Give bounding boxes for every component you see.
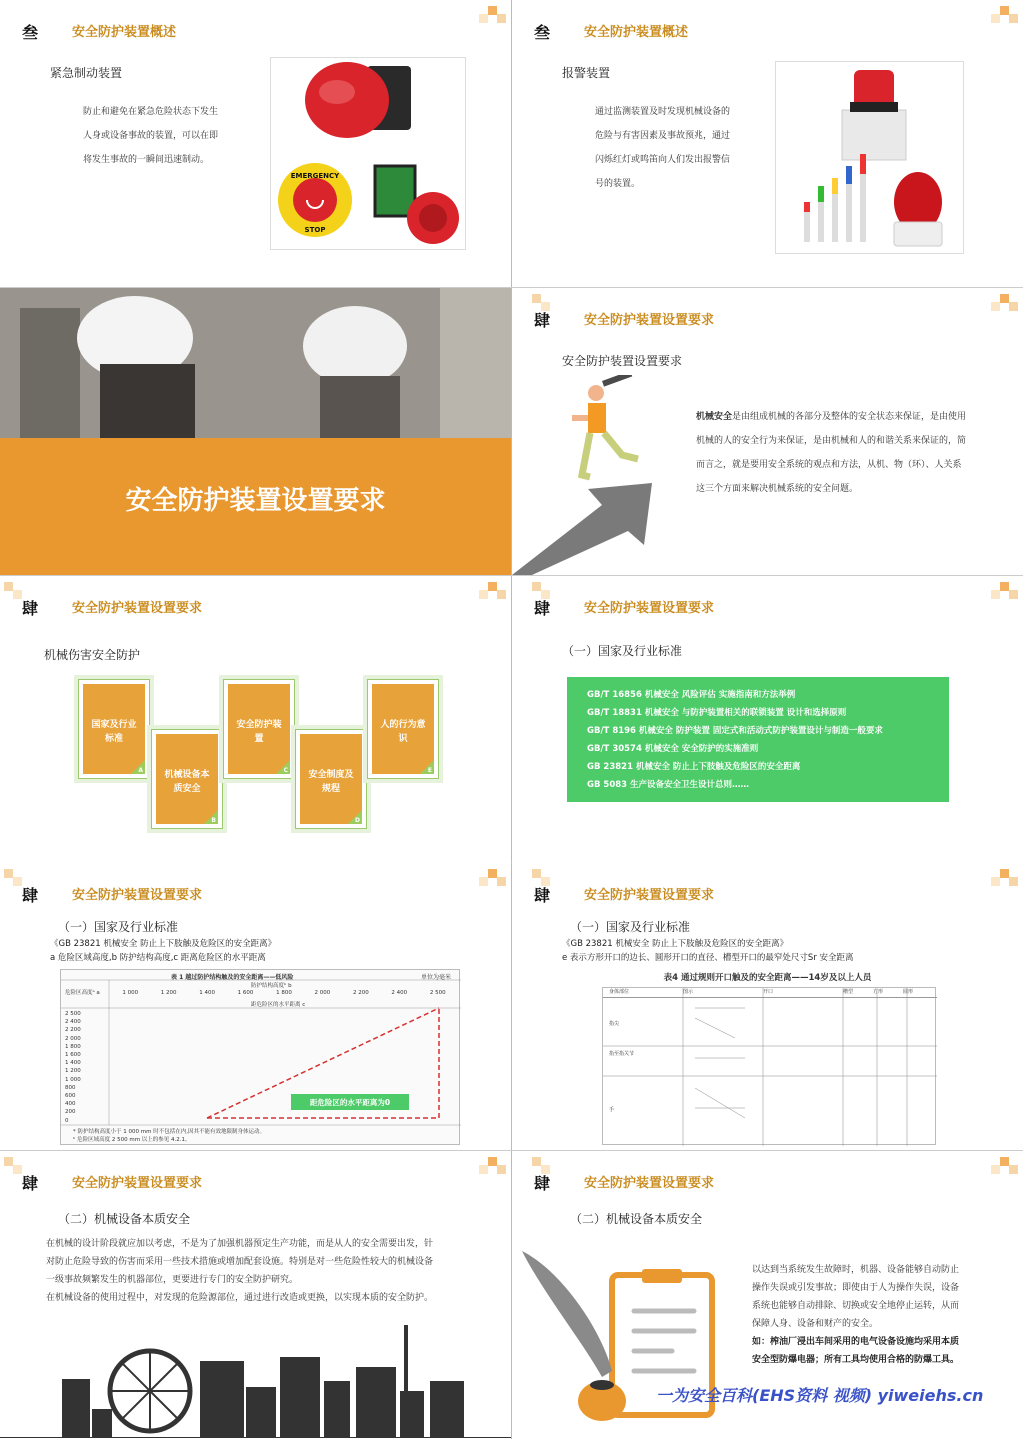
distance-table-scan: 表 1 越过防护结构触及的安全距离——低风险 单位为毫米 危险区高度ᵃ a 防护结构高度ᵇ b 距危险区的水平距离 c 1 000 1 200 1 400 1 600 1 800 2 000 2 200 2 400 2 500 2 500 2 400 2 200 2 000 1 800 1 600 1 400 1 200 1 000 800 600 400 200 0 距危险区的水平距离为0 * 防护结构高度小于 1 000 mm 时不包括在内,因其不能有效地限制身体运动。 ᵇ 危险区域高度 2 500 mm 以上的参见 4.2.1。 xyxy=(60,969,460,1145)
slide-intrinsic-safety-example[interactable] xyxy=(512,1151,1023,1438)
table-col-header: 1 400 xyxy=(199,990,215,996)
section-number: 肆 xyxy=(22,886,39,905)
table-row-header: 1 800 xyxy=(65,1043,81,1050)
slide-subtitle: 机械伤害安全防护 xyxy=(44,648,141,662)
table-col-header: 2 500 xyxy=(429,990,446,996)
table-row-header: 200 xyxy=(65,1109,76,1116)
standard-item: GB 5083 生产设备安全卫生设计总则…… xyxy=(587,780,750,790)
table-col-header: 2 000 xyxy=(314,990,331,996)
slide-title: 安全防护装置设置要求 xyxy=(584,1176,715,1191)
table-col-header: 1 600 xyxy=(237,990,254,996)
table-col-header: 1 200 xyxy=(160,990,177,996)
watermark: 一为安全百科(EHS资料 视频) yiweiehs.cn xyxy=(656,1386,984,1405)
standard-item: GB/T 18831 机械安全 与防护装置相关的联锁装置 设计和选择原则 xyxy=(587,708,847,718)
table-title: 表4 通过规则开口触及的安全距离——14岁及以上人员 xyxy=(663,973,872,983)
slide-body: 在机械的设计阶段就应加以考虑，不是为了加强机器预定生产功能，而是从人的安全需要出发，针 对防止危险导致的伤害而采用一些技术措施或增加配套设施。特别是对一些危险性较大的机械设备 一级事故频繁发生的机器部位，更要进行专门的安全防护研究。 在机械设备的使用过程中，对发现的危险源部位，通过进行改造或更换，以实现本质的安全防护。 xyxy=(46,1239,434,1303)
section-number: 肆 xyxy=(534,599,551,618)
table-caption: 《GB 23821 机械安全 防止上下肢触及危险区的安全距离》 a 危险区域高度,b 防护结构高度,c 距离危险区的水平距离 xyxy=(50,939,277,963)
cover-title: 安全防护装置设置要求 xyxy=(125,486,386,516)
explorer-arrow-illustration xyxy=(512,375,692,575)
table-row-header: 0 xyxy=(65,1117,69,1124)
table-col-header: 2 200 xyxy=(352,990,369,996)
slide-requirements-intro[interactable] xyxy=(512,288,1023,575)
slide-title: 安全防护装置设置要求 xyxy=(584,313,715,328)
slide-mechanical-protection[interactable] xyxy=(0,576,511,863)
card-intrinsic-safety[interactable]: 机械设备本质安全 B xyxy=(152,730,222,828)
table-row-header: 1 600 xyxy=(65,1052,81,1059)
section-number: 肆 xyxy=(534,1174,551,1193)
slide-body: 通过监测装置及时发现机械设备的 危险与有害因素及事故预兆，通过 闪烁红灯或鸣笛向人们发出报警信 号的装置。 xyxy=(595,107,731,189)
slide-title: 安全防护装置设置要求 xyxy=(72,1176,203,1191)
slide-subtitle: （一）国家及行业标准 xyxy=(562,644,683,658)
opening-table-scan: 身体部位 图示 开口 槽型 方形 圆形 指尖 指至指关节 手 xyxy=(602,987,936,1145)
standards-box xyxy=(567,677,949,802)
slide-body: 机械安全是由组成机械的各部分及整体的安全状态来保证，是由使用 机械的人的安全行为来保证，是由机械和人的和谐关系来保证的，简 而言之，就是要用安全系统的观点和方法，从机、物（环）、人关系 这三个方面来解决机械系统的安全问题。 xyxy=(696,412,967,494)
section-number: 肆 xyxy=(534,886,551,905)
slide-subtitle: （二）机械设备本质安全 xyxy=(570,1212,703,1226)
slide-title: 安全防护装置设置要求 xyxy=(584,601,715,616)
table-row-header: 1 200 xyxy=(65,1068,81,1075)
emergency-text: EMERGENCY xyxy=(290,172,340,180)
callout-label: 距危险区的水平距离为0 xyxy=(309,1098,391,1107)
cover-banner xyxy=(0,438,511,575)
table-row-header: 2 400 xyxy=(65,1019,81,1026)
table-col-header: 1 800 xyxy=(276,990,292,996)
table-col-header: 2 400 xyxy=(391,990,408,996)
card-standards[interactable]: 国家及行业标准 A xyxy=(79,680,149,778)
section-number: 肆 xyxy=(22,599,39,618)
stop-text: STOP xyxy=(304,226,326,234)
table-caption: 《GB 23821 机械安全 防止上下肢触及危险区的安全距离》 e 表示方形开口的边长、圆形开口的直径、槽型开口的最窄处尺寸Sr 安全距离 xyxy=(562,939,854,963)
table-row-header: 800 xyxy=(65,1084,76,1091)
section-number: 肆 xyxy=(534,311,551,330)
slide-title: 安全防护装置设置要求 xyxy=(72,601,203,616)
table-col-header: 1 000 xyxy=(122,990,139,996)
section-number: 叁 xyxy=(22,23,39,42)
table-row-header: 400 xyxy=(65,1101,76,1108)
slide-subtitle: 紧急制动装置 xyxy=(50,66,123,80)
slide-title: 安全防护装置设置要求 xyxy=(584,888,715,903)
slide-subtitle: 报警装置 xyxy=(562,66,611,80)
section-number: 叁 xyxy=(534,23,551,42)
table-row-header: 600 xyxy=(65,1093,76,1100)
table-row-header: 2 000 xyxy=(65,1035,81,1042)
slide-body: 防止和避免在紧急危险状态下发生 人身或设备事故的装置，可以在即 将发生事故的一瞬间迅速制动。 xyxy=(83,107,219,165)
standard-item: GB/T 16856 机械安全 风险评估 实施指南和方法举例 xyxy=(587,690,796,700)
slide-title: 安全防护装置概述 xyxy=(584,25,689,40)
section-number: 肆 xyxy=(22,1174,39,1193)
slide-opening-distance-table[interactable] xyxy=(512,863,1023,1150)
slide-alarm-device[interactable] xyxy=(512,0,1023,287)
standard-item: GB/T 30574 机械安全 安全防护的实施准则 xyxy=(587,744,759,754)
table-row-header: 2 200 xyxy=(65,1027,81,1034)
emergency-stop-photo xyxy=(270,57,466,250)
slide-title: 安全防护装置设置要求 xyxy=(72,888,203,903)
table-row-header: 2 500 xyxy=(65,1011,81,1017)
card-safety-rules[interactable]: 安全制度及规程 D xyxy=(296,730,366,828)
slide-title: 安全防护装置概述 xyxy=(72,25,177,40)
standard-item: GB/T 8196 机械安全 防护装置 固定式和活动式防护装置设计与制造一般要求 xyxy=(587,726,883,736)
slide-safety-distance-table[interactable] xyxy=(0,863,511,1150)
slide-emergency-stop[interactable] xyxy=(0,0,511,287)
slide-subtitle: （一）国家及行业标准 xyxy=(58,920,179,934)
standard-item: GB 23821 机械安全 防止上下肢触及危险区的安全距离 xyxy=(587,762,801,772)
slide-subtitle: （二）机械设备本质安全 xyxy=(58,1212,191,1226)
table-row-header: 1 400 xyxy=(65,1060,81,1067)
card-protective-devices[interactable]: 安全防护装置 C xyxy=(224,680,294,778)
slide-intrinsic-safety-city[interactable] xyxy=(0,1151,511,1438)
alarm-light-photo xyxy=(775,61,964,254)
slide-body: 以达到当系统发生故障时，机器、设备能够自动防止 操作失误或引发事故；即使由于人为操作失误，设备 系统也能够自动排除、切换或安全地停止运转，从而 保障人身、设备和财产的安全。 如：榨油厂浸出车间采用的电气设备设施均采用本质 安全型防爆电器；所有工具均使用合格的防爆工具。 xyxy=(752,1265,960,1365)
card-human-awareness[interactable]: 人的行为意识 E xyxy=(368,680,438,778)
slide-cover[interactable] xyxy=(0,288,511,575)
slide-subtitle: 安全防护装置设置要求 xyxy=(562,354,683,368)
city-skyline-illustration xyxy=(0,1321,511,1438)
table-row-header: 1 000 xyxy=(65,1076,81,1083)
slide-subtitle: （一）国家及行业标准 xyxy=(570,920,691,934)
